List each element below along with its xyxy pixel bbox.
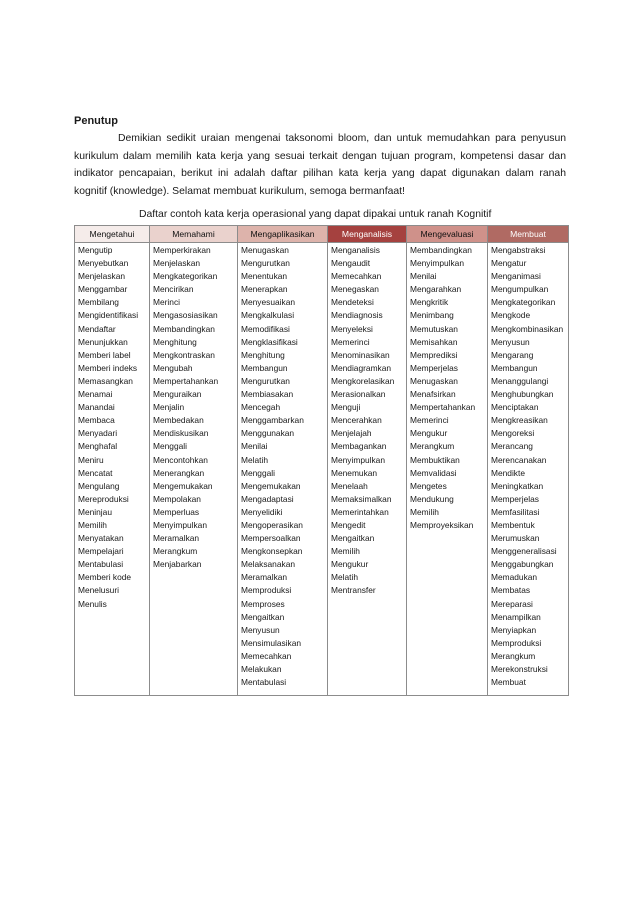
verb-item: Mencegah xyxy=(241,402,281,413)
verb-item: Menulis xyxy=(78,598,107,609)
verb-item: Mengukur xyxy=(331,559,369,570)
verb-item: Mendeteksi xyxy=(331,297,374,308)
table-header-row xyxy=(75,226,569,243)
verb-item: Memproduksi xyxy=(491,637,542,648)
verb-item: Merangkum xyxy=(153,546,198,557)
verb-item: Memasangkan xyxy=(78,375,133,386)
verb-item: Menentukan xyxy=(241,271,288,282)
verb-item: Mengaitkan xyxy=(331,533,375,544)
verb-item: Meramalkan xyxy=(153,533,200,544)
verb-item: Mengkreasikan xyxy=(491,415,548,426)
verb-item: Membentuk xyxy=(491,519,535,530)
verb-item: Mereproduksi xyxy=(78,493,129,504)
verb-item: Mendiagramkan xyxy=(331,362,392,373)
verb-item: Membandingkan xyxy=(410,245,472,255)
verb-item: Menafsirkan xyxy=(410,389,456,400)
verb-item: Menghitung xyxy=(153,336,197,347)
verb-item: Menyimpulkan xyxy=(331,454,385,465)
verb-item: Menugaskan xyxy=(410,375,458,386)
verb-item: Mengulang xyxy=(78,480,120,491)
verb-item: Merinci xyxy=(153,297,180,308)
verb-item: Mengaitkan xyxy=(241,611,285,622)
verb-item: Memberi indeks xyxy=(78,362,138,373)
verb-item: Memisahkan xyxy=(410,336,458,347)
column-header-mengevaluasi: Mengevaluasi xyxy=(407,226,488,243)
verb-item: Menyelidiki xyxy=(241,506,283,517)
verb-item: Menelusuri xyxy=(78,585,119,596)
verb-item: Mengklasifikasi xyxy=(241,336,298,347)
verb-item: Mendukung xyxy=(410,493,454,504)
verb-item: Membangun xyxy=(491,362,538,373)
verb-item: Menunjukkan xyxy=(78,336,128,347)
verb-item: Melaksanakan xyxy=(241,559,296,570)
verb-item: Merekonstruksi xyxy=(491,664,548,674)
verb-item: Meningkatkan xyxy=(491,480,544,491)
verb-item: Memerinci xyxy=(410,415,449,426)
verb-item: Membaca xyxy=(78,415,115,426)
verb-item: Menggambar xyxy=(78,284,128,295)
verb-item: Memutuskan xyxy=(410,323,458,334)
verb-item: Mempertahankan xyxy=(410,402,476,413)
verb-item: Menyeleksi xyxy=(331,323,373,334)
verb-item: Menyatakan xyxy=(78,533,124,544)
verb-item: Membedakan xyxy=(153,415,204,426)
column-cell-membuat xyxy=(488,243,569,696)
verb-item: Mengidentifikasi xyxy=(78,310,139,321)
verb-item: Memperluas xyxy=(153,506,200,517)
verb-item: Mengukur xyxy=(410,428,448,439)
verb-item: Merencanakan xyxy=(491,454,547,465)
column-header-mengetahui: Mengetahui xyxy=(75,226,150,243)
verb-item: Meninjau xyxy=(78,506,112,517)
verb-item: Memaksimalkan xyxy=(331,493,392,504)
verb-item: Memecahkan xyxy=(241,650,292,661)
verb-item: Mengarahkan xyxy=(410,284,462,295)
verb-item: Mencontohkan xyxy=(153,454,208,465)
verb-item: Memilih xyxy=(331,546,360,557)
verb-item: Menguraikan xyxy=(153,389,202,400)
verb-item: Mengkode xyxy=(491,310,531,321)
verb-item: Menimbang xyxy=(410,310,454,321)
verb-item: Menghubungkan xyxy=(491,389,554,400)
verb-item: Mengarang xyxy=(491,349,534,360)
verb-item: Merumuskan xyxy=(491,533,540,544)
verb-item: Meramalkan xyxy=(241,572,288,583)
column-header-mengaplikasikan: Mengaplikasikan xyxy=(238,226,328,243)
verb-item: Menyimpulkan xyxy=(410,258,464,269)
verb-item: Mentabulasi xyxy=(241,677,287,688)
verb-item: Memodifikasi xyxy=(241,323,290,334)
verb-item: Mengoreksi xyxy=(491,428,535,439)
column-cell-mengetahui xyxy=(75,243,150,696)
verb-item: Menanggulangi xyxy=(491,375,549,386)
verb-item: Menganimasi xyxy=(491,271,541,282)
verb-item: Menghitung xyxy=(241,349,285,360)
verb-item: Menggabungkan xyxy=(491,559,554,570)
verb-item: Mempersoalkan xyxy=(241,533,301,544)
verb-item: Menciptakan xyxy=(491,402,539,413)
verb-item: Meniru xyxy=(78,454,104,465)
verb-item: Menggambarkan xyxy=(241,415,304,426)
verb-item: Melatih xyxy=(241,454,268,465)
verb-item: Mengedit xyxy=(331,519,366,530)
verb-item: Mencirikan xyxy=(153,284,194,295)
verb-item: Menugaskan xyxy=(241,245,289,255)
verb-item: Menjabarkan xyxy=(153,559,202,570)
verb-item: Memperjelas xyxy=(491,493,539,504)
verb-item: Mengkontraskan xyxy=(153,349,215,360)
verb-item: Memadukan xyxy=(491,572,538,583)
verb-item: Membagankan xyxy=(331,441,387,452)
verb-item: Mendiskusikan xyxy=(153,428,209,439)
verb-item: Memperkirakan xyxy=(153,245,211,255)
verb-item: Membuat xyxy=(491,677,526,688)
verb-item: Memproyeksikan xyxy=(410,519,474,530)
verb-item: Merangkum xyxy=(410,441,455,452)
verb-item: Membilang xyxy=(78,297,119,308)
intro-paragraph: Demikian sedikit uraian mengenai taksonomi bloom, dan untuk memudahkan para penyusun kurikulum dalam memilih kata kerja yang sesuai terkait dengan tujuan program, kompetensi dasar dan indikator pencapaian, berikut ini adalah daftar pilihan kata kerja yang dapat digunakan dalam ranah kognitif (knowledge). Selamat membuat kurikulum, semoga bermanfaat! xyxy=(74,133,566,197)
verb-item: Menominasikan xyxy=(331,349,390,360)
verb-item: Mentabulasi xyxy=(78,559,124,570)
verb-item: Memproduksi xyxy=(241,585,292,596)
verb-item: Menamai xyxy=(78,389,113,400)
verb-item: Memberi kode xyxy=(78,572,132,583)
verb-item: Mengkombinasikan xyxy=(491,323,564,334)
verb-item: Mengabstraksi xyxy=(491,245,546,255)
verb-item: Membatas xyxy=(491,585,531,596)
verb-item: Mengadaptasi xyxy=(241,493,294,504)
verb-item: Menilai xyxy=(241,441,268,452)
column-cell-memahami xyxy=(150,243,238,696)
verb-item: Mengasosiasikan xyxy=(153,310,218,321)
verb-item: Mempelajari xyxy=(78,546,124,557)
verb-item: Menggali xyxy=(241,467,275,478)
verb-table xyxy=(74,225,569,696)
verb-item: Memproses xyxy=(241,598,285,609)
table-caption: Daftar contoh kata kerja operasional yang dapat dipakai untuk ranah Kognitif xyxy=(139,209,492,220)
verb-item: Mensimulasikan xyxy=(241,637,302,648)
verb-item: Mengoperasikan xyxy=(241,519,303,530)
verb-item: Menyebutkan xyxy=(78,258,129,269)
verb-item: Menggeneralisasi xyxy=(491,546,557,557)
verb-item: Mengemukakan xyxy=(153,480,213,491)
verb-item: Mengaudit xyxy=(331,258,371,269)
verb-item: Mengemukakan xyxy=(241,480,301,491)
verb-item: Mengurutkan xyxy=(241,375,290,386)
verb-item: Mencatat xyxy=(78,467,113,478)
verb-item: Melakukan xyxy=(241,664,282,674)
verb-item: Menyiapkan xyxy=(491,624,537,635)
column-cell-mengevaluasi xyxy=(407,243,488,696)
verb-item: Mengurutkan xyxy=(241,258,290,269)
verb-item: Mengkonsepkan xyxy=(241,546,303,557)
verb-item: Mengkritik xyxy=(410,297,449,308)
verb-item: Mengkategorikan xyxy=(153,271,218,282)
verb-item: Memilih xyxy=(410,506,439,517)
verb-item: Memprediksi xyxy=(410,349,458,360)
verb-item: Menyesuaikan xyxy=(241,297,296,308)
verb-item: Mengutip xyxy=(78,245,113,255)
verb-item: Mengkalkulasi xyxy=(241,310,295,321)
verb-item: Membiasakan xyxy=(241,389,294,400)
column-cell-menganalisis xyxy=(328,243,407,696)
verb-item: Menguji xyxy=(331,402,361,413)
column-header-menganalisis: Menganalisis xyxy=(328,226,407,243)
verb-item: Mengubah xyxy=(153,362,193,373)
verb-item: Menjelajah xyxy=(331,428,372,439)
verb-item: Mempertahankan xyxy=(153,375,219,386)
verb-item: Memerinci xyxy=(331,336,370,347)
column-header-memahami: Memahami xyxy=(150,226,238,243)
verb-item: Mendiagnosis xyxy=(331,310,383,321)
verb-item: Memperjelas xyxy=(410,362,458,373)
verb-item: Mengkorelasikan xyxy=(331,375,395,386)
verb-item: Menemukan xyxy=(331,467,378,478)
verb-item: Menyadari xyxy=(78,428,118,439)
verb-item: Menjelaskan xyxy=(153,258,201,269)
verb-item: Memerintahkan xyxy=(331,506,389,517)
verb-item: Menampilkan xyxy=(491,611,541,622)
verb-item: Mereparasi xyxy=(491,598,533,609)
verb-item: Menyusun xyxy=(491,336,530,347)
verb-item: Menjalin xyxy=(153,402,185,413)
verb-item: Membuktikan xyxy=(410,454,460,465)
verb-item: Membangun xyxy=(241,362,288,373)
verb-item: Merangkum xyxy=(491,650,536,661)
verb-item: Mengkategorikan xyxy=(491,297,556,308)
verb-item: Menerangkan xyxy=(153,467,205,478)
verb-item: Mentransfer xyxy=(331,585,376,596)
verb-item: Mendikte xyxy=(491,467,525,478)
verb-item: Manandai xyxy=(78,402,115,413)
verb-item: Menyusun xyxy=(241,624,280,635)
verb-item: Mencerahkan xyxy=(331,415,382,426)
verb-item: Memilih xyxy=(78,519,107,530)
verb-item: Menggali xyxy=(153,441,187,452)
verb-item: Menerapkan xyxy=(241,284,288,295)
verb-item: Menjelaskan xyxy=(78,271,126,282)
verb-item: Memvalidasi xyxy=(410,467,457,478)
verb-item: Memfasilitasi xyxy=(491,506,540,517)
verb-item: Merasionalkan xyxy=(331,389,386,400)
table-body-row xyxy=(75,243,569,696)
verb-item: Membandingkan xyxy=(153,323,215,334)
verb-item: Mempolakan xyxy=(153,493,201,504)
column-header-membuat: Membuat xyxy=(488,226,569,243)
verb-item: Menganalisis xyxy=(331,245,380,255)
verb-item: Memecahkan xyxy=(331,271,382,282)
verb-item: Memberi label xyxy=(78,349,131,360)
verb-item: Melatih xyxy=(331,572,358,583)
section-heading: Penutup xyxy=(74,115,118,127)
verb-item: Menghafal xyxy=(78,441,118,452)
verb-item: Menegaskan xyxy=(331,284,379,295)
verb-item: Menilai xyxy=(410,271,437,282)
verb-item: Mengatur xyxy=(491,258,527,269)
column-cell-mengaplikasikan xyxy=(238,243,328,696)
verb-item: Menyimpulkan xyxy=(153,519,207,530)
verb-item: Mendaftar xyxy=(78,323,116,334)
verb-item: Mengetes xyxy=(410,480,447,491)
verb-item: Menelaah xyxy=(331,480,368,491)
verb-item: Menggunakan xyxy=(241,428,295,439)
verb-item: Mengumpulkan xyxy=(491,284,549,295)
verb-item: Merancang xyxy=(491,441,533,452)
